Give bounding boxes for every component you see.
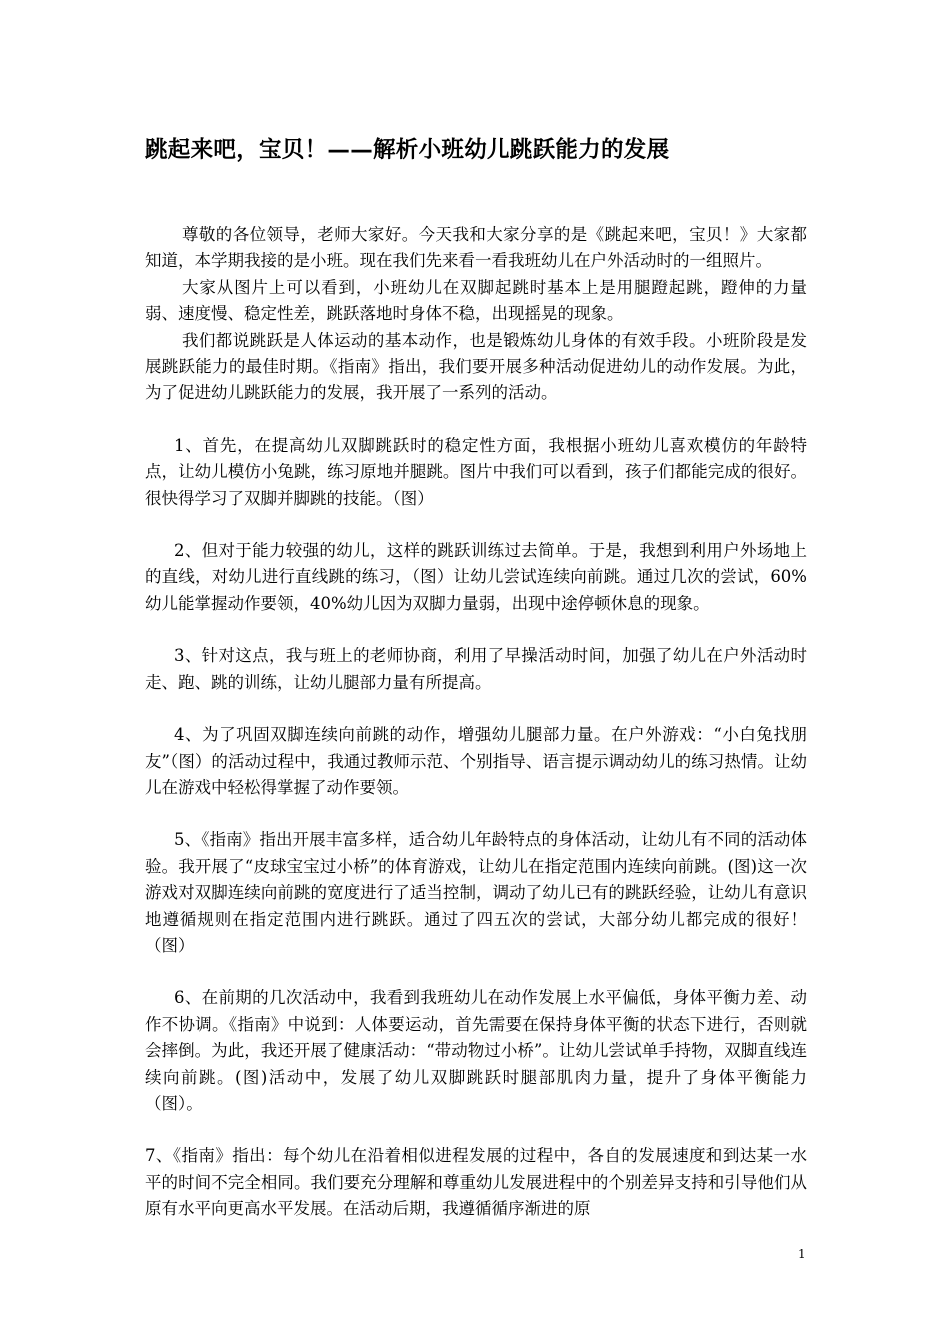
document-body — [145, 222, 807, 1223]
paragraph-step-3: 3、针对这点，我与班上的老师协商，利用了早操活动时间，加强了幼儿在户外活动时走、跑、跳的训练，让幼儿腿部力量有所提高。 — [145, 646, 807, 692]
paragraph-step-4: 4、为了巩固双脚连续向前跳的动作，增强幼儿腿部力量。在户外游戏：“小白兔找朋友”（图）的活动过程中，我通过教师示范、个别指导、语言提示调动幼儿的练习热情。让幼儿在游戏中轻松得掌握了动作要领。 — [145, 725, 807, 797]
paragraph-step-7: 7、《指南》指出：每个幼儿在沿着相似进程发展的过程中，各自的发展速度和到达某一水平的时间不完全相同。我们要充分理解和尊重幼儿发展进程中的个别差异支持和引导他们从原有水平向更高水平发展。在活动后期，我遵循循序渐进的原 — [145, 1146, 807, 1219]
paragraph-intro: 尊敬的各位领导，老师大家好。今天我和大家分享的是《跳起来吧，宝贝！》大家都知道，本学期我接的是小班。现在我们先来看一看我班幼儿在户外活动时的一组照片。 — [145, 225, 807, 271]
paragraph-step-6: 6、在前期的几次活动中，我看到我班幼儿在动作发展上水平偏低，身体平衡力差、动作不协调。《指南》中说到：人体要运动，首先需要在保持身体平衡的状态下进行，否则就会摔倒。为此，我还开展了健康活动：“带动物过小桥”。让幼儿尝试单手持物，双脚直线连续向前跳。(图)活动中，发展了幼儿双脚跳跃时腿部肌肉力量，提升了身体平衡能力（图）。 — [145, 988, 807, 1113]
page-number: 1 — [798, 1247, 806, 1261]
paragraph-step-1: 1、首先，在提高幼儿双脚跳跃时的稳定性方面，我根据小班幼儿喜欢模仿的年龄特点，让幼儿模仿小兔跳，练习原地并腿跳。图片中我们可以看到，孩子们都能完成的很好。很快得学习了双脚并脚跳的技能。（图） — [145, 435, 807, 508]
paragraph-step-5: 5、《指南》指出开展丰富多样，适合幼儿年龄特点的身体活动，让幼儿有不同的活动体验。我开展了“皮球宝宝过小桥”的体育游戏，让幼儿在指定范围内连续向前跳。(图)这一次游戏对双脚连续向前跳的宽度进行了适当控制，调动了幼儿已有的跳跃经验，让幼儿有意识地遵循规则在指定范围内进行跳跃。通过了四五次的尝试，大部分幼儿都完成的很好！（图） — [145, 830, 807, 955]
paragraph-purpose: 我们都说跳跃是人体运动的基本动作，也是锻炼幼儿身体的有效手段。小班阶段是发展跳跃能力的最佳时期。《指南》指出，我们要开展多种活动促进幼儿的动作发展。为此，为了促进幼儿跳跃能力的发展，我开展了一系列的活动。 — [145, 330, 807, 403]
document-title: 跳起来吧，宝贝！——解析小班幼儿跳跃能力的发展 — [145, 137, 670, 163]
paragraph-step-2: 2、但对于能力较强的幼儿，这样的跳跃训练过去简单。于是，我想到利用户外场地上的直线，对幼儿进行直线跳的练习，（图）让幼儿尝试连续向前跳。通过几次的尝试，60%幼儿能掌握动作要领，40%幼儿因为双脚力量弱，出现中途停顿休息的现象。 — [145, 541, 807, 613]
paragraph-observation: 大家从图片上可以看到，小班幼儿在双脚起跳时基本上是用腿蹬起跳，蹬伸的力量弱、速度慢、稳定性差，跳跃落地时身体不稳，出现摇晃的现象。 — [145, 277, 807, 324]
